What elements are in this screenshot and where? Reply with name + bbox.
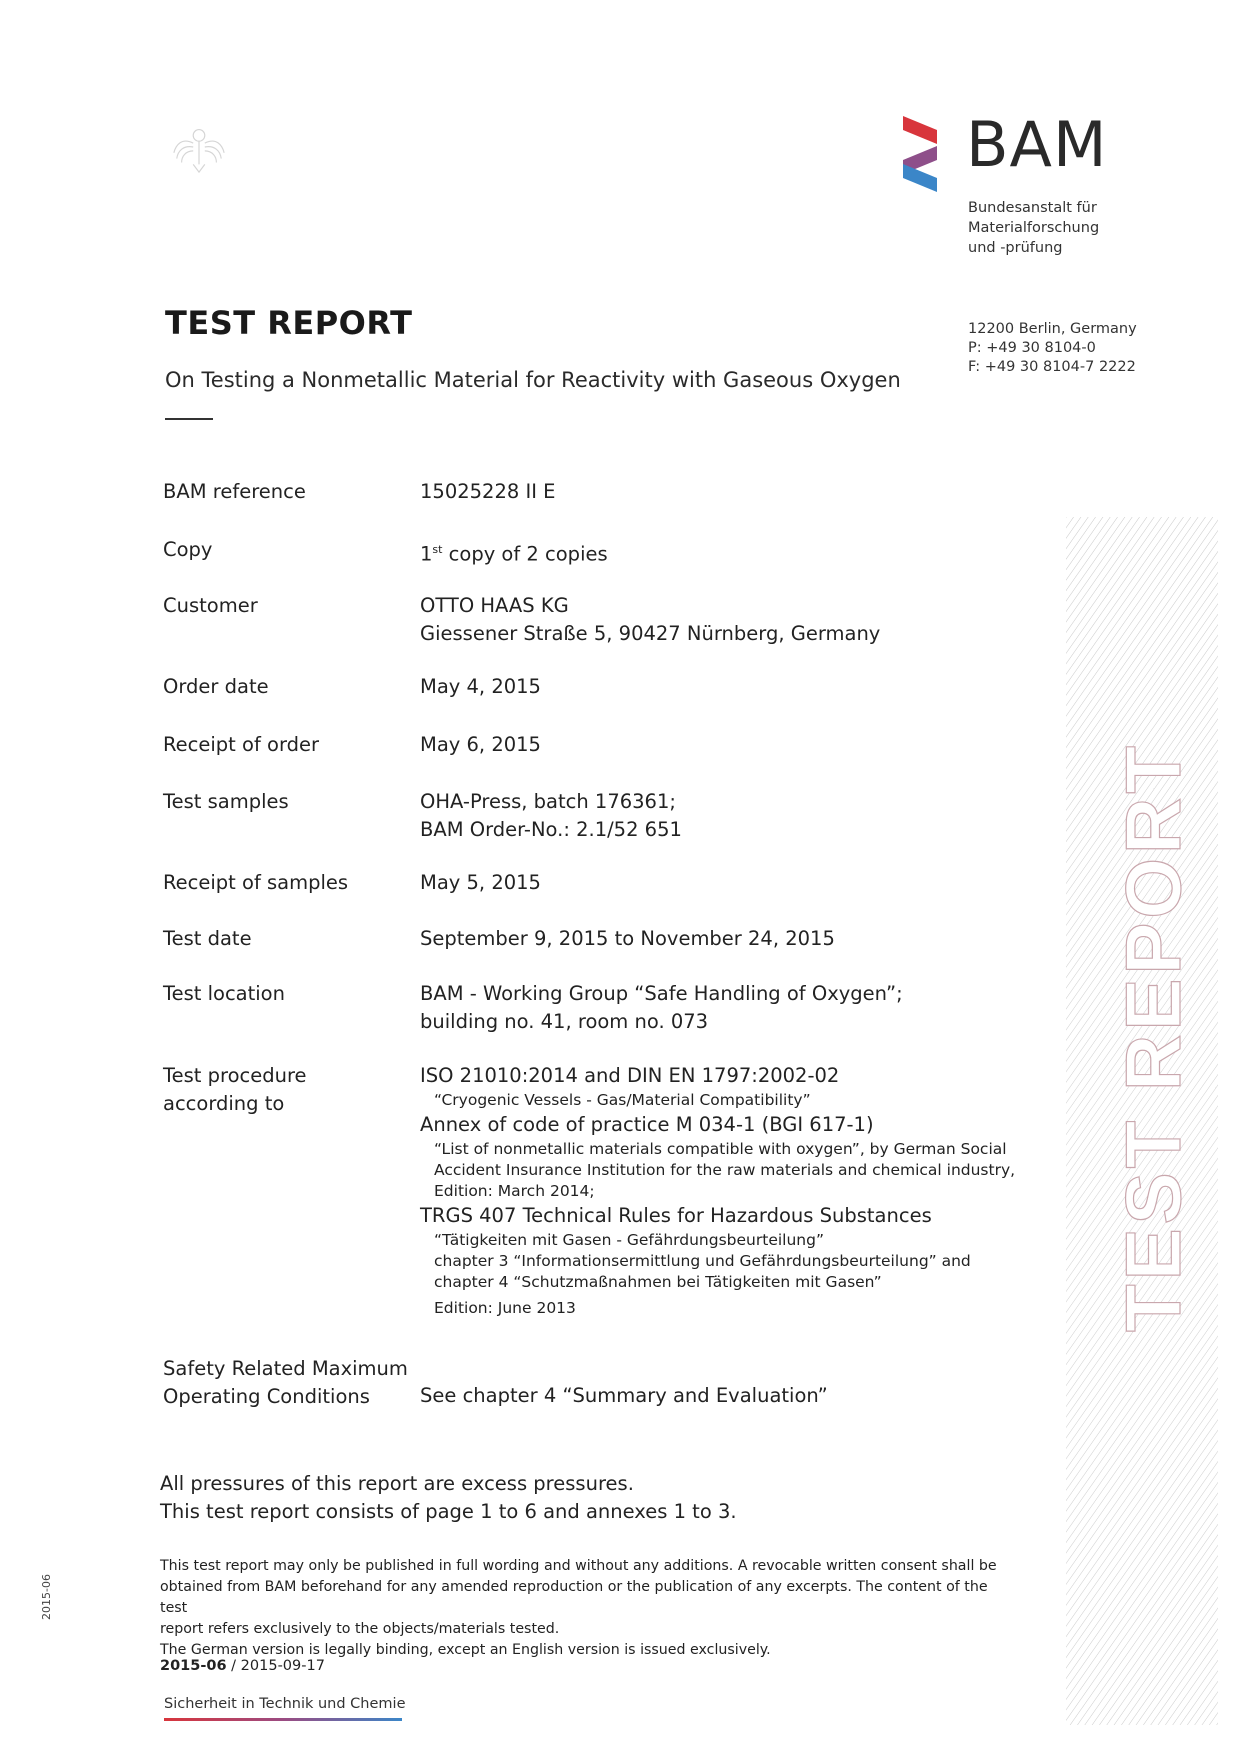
standard-iso: ISO 21010:2014 and DIN EN 1797:2002-02 — [420, 1064, 840, 1087]
federal-eagle-icon — [170, 118, 228, 176]
test-date-value: September 9, 2015 to November 24, 2015 — [420, 927, 835, 950]
receipt-of-samples-value: May 5, 2015 — [420, 871, 541, 894]
test-location-label: Test location — [163, 982, 285, 1005]
page-subtitle: On Testing a Nonmetallic Material for Reactivity with Gaseous Oxygen — [165, 368, 901, 392]
bam-reference-value: 15025228 II E — [420, 480, 556, 503]
receipt-of-order-value: May 6, 2015 — [420, 733, 541, 756]
institute-name: Bundesanstalt für Materialforschung und -prüfung — [968, 200, 1100, 256]
bam-reference-label: BAM reference — [163, 480, 306, 503]
safety-conditions-label: Safety Related Maximum Operating Conditions — [163, 1357, 408, 1408]
customer-value: OTTO HAAS KG Giessener Straße 5, 90427 Nürnberg, Germany — [420, 594, 881, 645]
test-date-label: Test date — [163, 927, 252, 950]
copy-value: 1st copy of 2 copies — [420, 542, 608, 566]
order-date-value: May 4, 2015 — [420, 675, 541, 698]
standard-annex: Annex of code of practice M 034-1 (BGI 617-1) — [420, 1113, 874, 1136]
title-divider — [165, 418, 213, 420]
test-samples-label: Test samples — [163, 790, 289, 813]
receipt-of-samples-label: Receipt of samples — [163, 871, 349, 894]
copy-label: Copy — [163, 538, 213, 561]
test-procedure-value: ISO 21010:2014 and DIN EN 1797:2002-02 “Cryogenic Vessels - Gas/Material Compatibility” Annex of code of practice M 034-1 (BGI 617-1) “List of nonmetallic materials compatible with oxygen”, by German Social Accident Insurance Institution for the raw materials and chemical industry, Edition: March 2014; TRGS 407 Technical Rules for Hazardous Substances “Tätigkeiten mit Gasen - Gefährdungsbeurteilung” chapter 3 “Informationsermittlung und Gefährdungsbeurteilung” and chapter 4 “Schutzmaßnahmen bei Tätigkeiten mit Gasen” Edition: June 2013 — [420, 1064, 1016, 1317]
bam-logo-mark — [903, 116, 937, 192]
side-band-text: TEST REPORT — [1109, 741, 1197, 1333]
receipt-of-order-label: Receipt of order — [163, 733, 320, 756]
footer-tagline: Sicherheit in Technik und Chemie — [164, 1696, 406, 1712]
standard-trgs: TRGS 407 Technical Rules for Hazardous Substances — [420, 1204, 932, 1227]
test-samples-value: OHA-Press, batch 176361; BAM Order-No.: 2.1/52 651 — [420, 790, 682, 841]
institute-address: 12200 Berlin, Germany P: +49 30 8104-0 F: +49 30 8104-7 2222 — [968, 321, 1137, 375]
customer-label: Customer — [163, 594, 258, 617]
legal-fine-print: This test report may only be published in full wording and without any additions. A revocable written consent shall be obtained from BAM beforehand for any amended reproduction or the publication of any excerpts. The content of the test report refers exclusively to the objects/materials tested. The German version is legally binding, except an English version is issued exclusively. — [160, 1558, 997, 1658]
tagline-color-bar — [164, 1718, 402, 1721]
safety-conditions-value: See chapter 4 “Summary and Evaluation” — [420, 1384, 828, 1407]
report-notes: All pressures of this report are excess pressures. This test report consists of page 1 to 6 and annexes 1 to 3. — [160, 1472, 737, 1523]
margin-form-date: 2015-06 — [40, 1574, 53, 1620]
bam-logo-text: BAM — [966, 108, 1108, 181]
footer-date: 2015-06 / 2015-09-17 — [160, 1658, 325, 1674]
test-location-value: BAM - Working Group “Safe Handling of Oxygen”; building no. 41, room no. 073 — [420, 982, 903, 1033]
page-title: TEST REPORT — [165, 304, 413, 342]
order-date-label: Order date — [163, 675, 269, 698]
test-procedure-label: Test procedure according to — [163, 1064, 307, 1115]
test-report-side-band — [1066, 517, 1218, 1725]
